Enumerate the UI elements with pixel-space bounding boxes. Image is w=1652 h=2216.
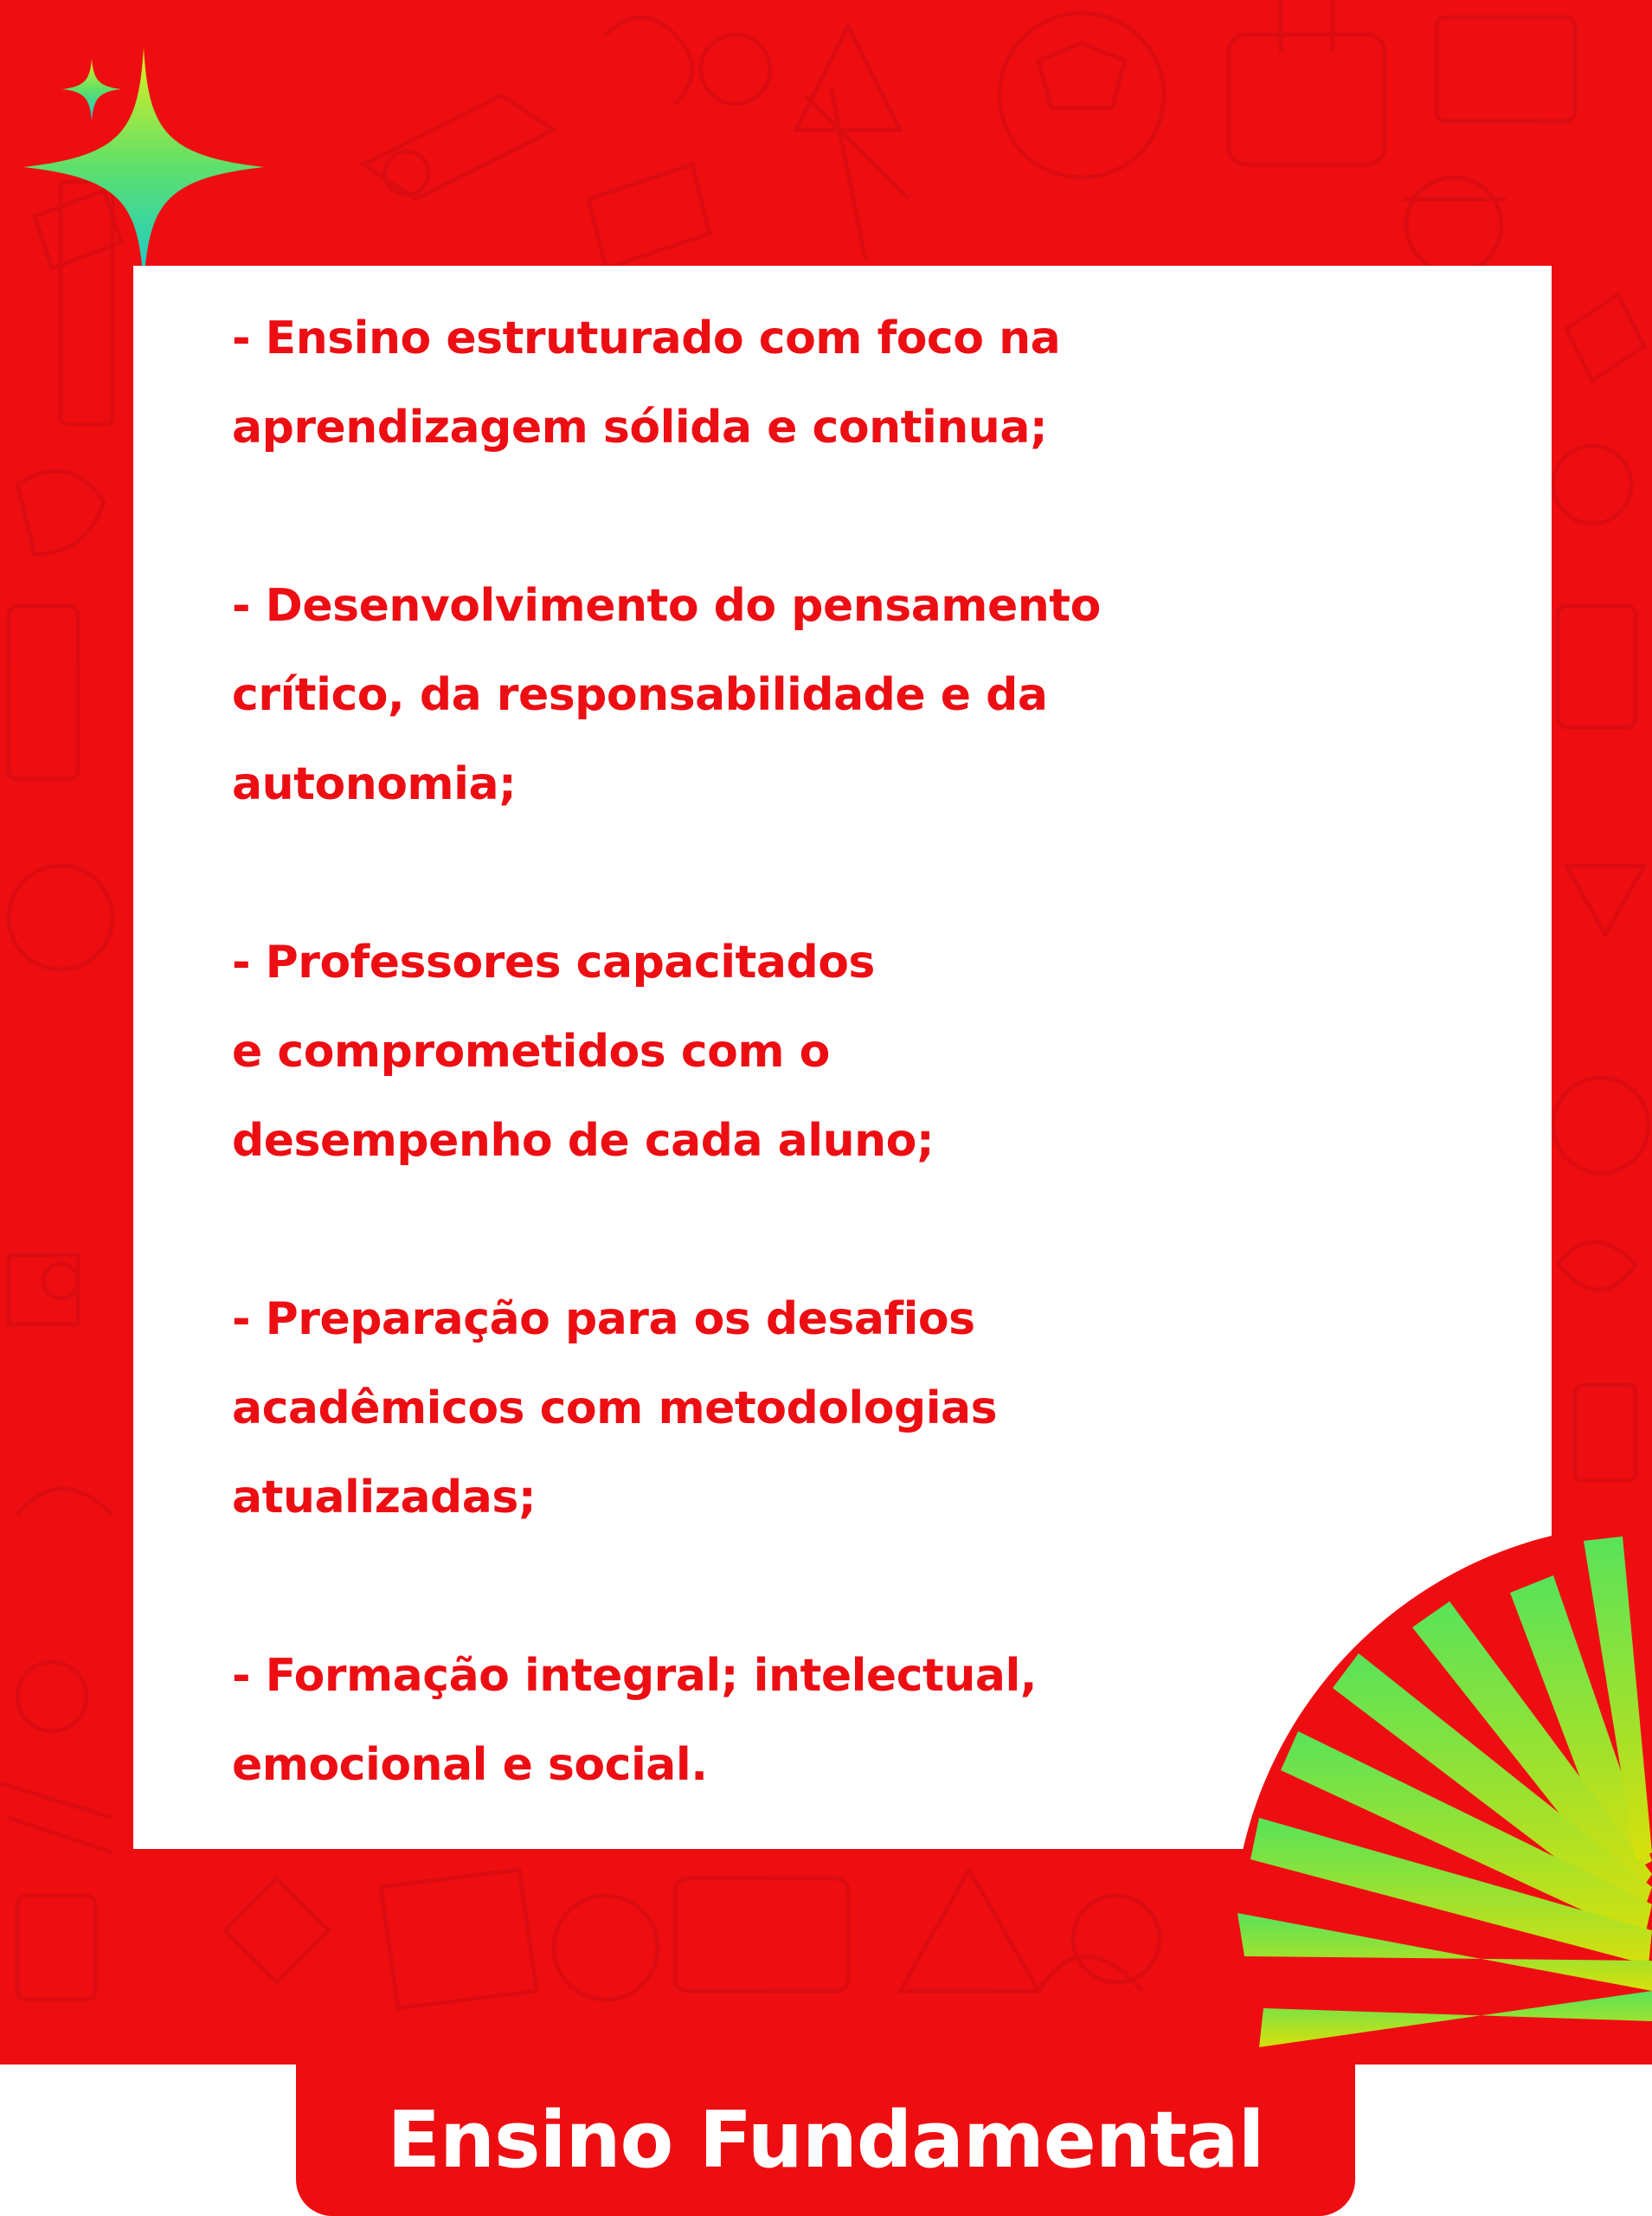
list-item: - Ensino estruturado com foco na aprendizagem sólida e continua; bbox=[232, 312, 1061, 454]
list-item: - Formação integral; intelectual, emocional e social. bbox=[232, 1650, 1038, 1791]
sparkle-star-icon bbox=[0, 0, 277, 286]
list-item: - Professores capacitados e comprometidos com o desempenho de cada aluno; bbox=[232, 937, 935, 1167]
footer-title: Ensino Fundamental bbox=[387, 2095, 1264, 2186]
sunburst-icon bbox=[1212, 1524, 1652, 2065]
list-item: - Preparação para os desafios acadêmicos com metodologias atualizadas; bbox=[232, 1293, 998, 1524]
benefits-list bbox=[232, 294, 1253, 1899]
list-item: - Desenvolvimento do pensamento crítico, da responsabilidade e da autonomia; bbox=[232, 580, 1101, 810]
